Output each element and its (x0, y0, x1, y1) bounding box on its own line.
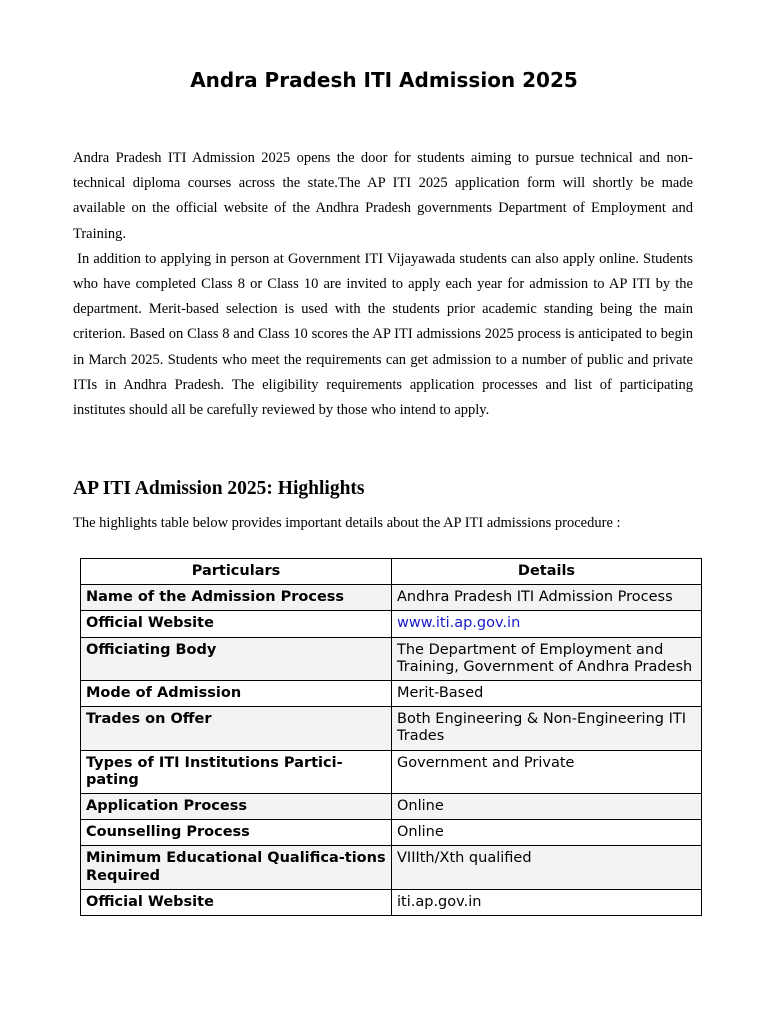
table-row (81, 681, 702, 707)
particular-cell: Trades on Offer (81, 707, 392, 750)
table-row (81, 820, 702, 846)
detail-cell: Government and Private (392, 750, 702, 793)
table-row (81, 846, 702, 889)
column-header-details: Details (392, 559, 702, 585)
detail-cell: Online (392, 820, 702, 846)
table-row (81, 637, 702, 680)
table-header-row (81, 559, 702, 585)
detail-cell: VIIIth/Xth qualified (392, 846, 702, 889)
intro-section (73, 146, 697, 423)
highlights-intro: The highlights table below provides important details about the AP ITI admissions procedure : (73, 515, 621, 531)
particular-cell: Official Website (81, 889, 392, 915)
table-row (81, 585, 702, 611)
highlights-table (80, 558, 702, 916)
table-row (81, 750, 702, 793)
intro-paragraph: Andra Pradesh ITI Admission 2025 opens the door for students aiming to pursue technical and non-technical diploma courses across the state.The AP ITI 2025 application form will shortly be made available on the official website of the Andhra Pradesh governments Department of Employment and Training. (73, 150, 693, 242)
particular-cell: Application Process (81, 794, 392, 820)
table-row (81, 707, 702, 750)
detail-cell: Andhra Pradesh ITI Admission Process (392, 585, 702, 611)
table-row (81, 794, 702, 820)
page-title: Andra Pradesh ITI Admission 2025 (190, 68, 578, 92)
column-header-particulars: Particulars (81, 559, 392, 585)
table-row (81, 889, 702, 915)
highlights-heading: AP ITI Admission 2025: Highlights (73, 478, 365, 499)
intro-paragraph: In addition to applying in person at Government ITI Vijayawada students can also apply online. Students who have completed Class 8 or Class 10 are invited to apply each year for admission to AP ITI by the department. Merit-based selection is used with the students prior academic standing being the main criterion. Based on Class 8 and Class 10 scores the AP ITI admissions 2025 process is anticipated to begin in March 2025. Students who meet the requirements can get admission to a number of public and private ITIs in Andhra Pradesh. The eligibility requirements application processes and list of participating institutes should all be carefully reviewed by those who intend to apply. (73, 250, 697, 419)
particular-cell: Minimum Educational Qualifica-tions Required (81, 846, 392, 889)
detail-cell: Online (392, 794, 702, 820)
detail-cell: Both Engineering & Non-Engineering ITI Trades (392, 707, 702, 750)
particular-cell: Types of ITI Institutions Partici-pating (81, 750, 392, 793)
detail-cell: iti.ap.gov.in (392, 889, 702, 915)
particular-cell: Official Website (81, 611, 392, 637)
official-website-link[interactable]: www.iti.ap.gov.in (397, 615, 521, 632)
detail-cell (392, 611, 702, 637)
particular-cell: Officiating Body (81, 637, 392, 680)
particular-cell: Name of the Admission Process (81, 585, 392, 611)
particular-cell: Counselling Process (81, 820, 392, 846)
detail-cell: Merit-Based (392, 681, 702, 707)
detail-cell: The Department of Employment and Training, Government of Andhra Pradesh (392, 637, 702, 680)
table-row (81, 611, 702, 637)
particular-cell: Mode of Admission (81, 681, 392, 707)
